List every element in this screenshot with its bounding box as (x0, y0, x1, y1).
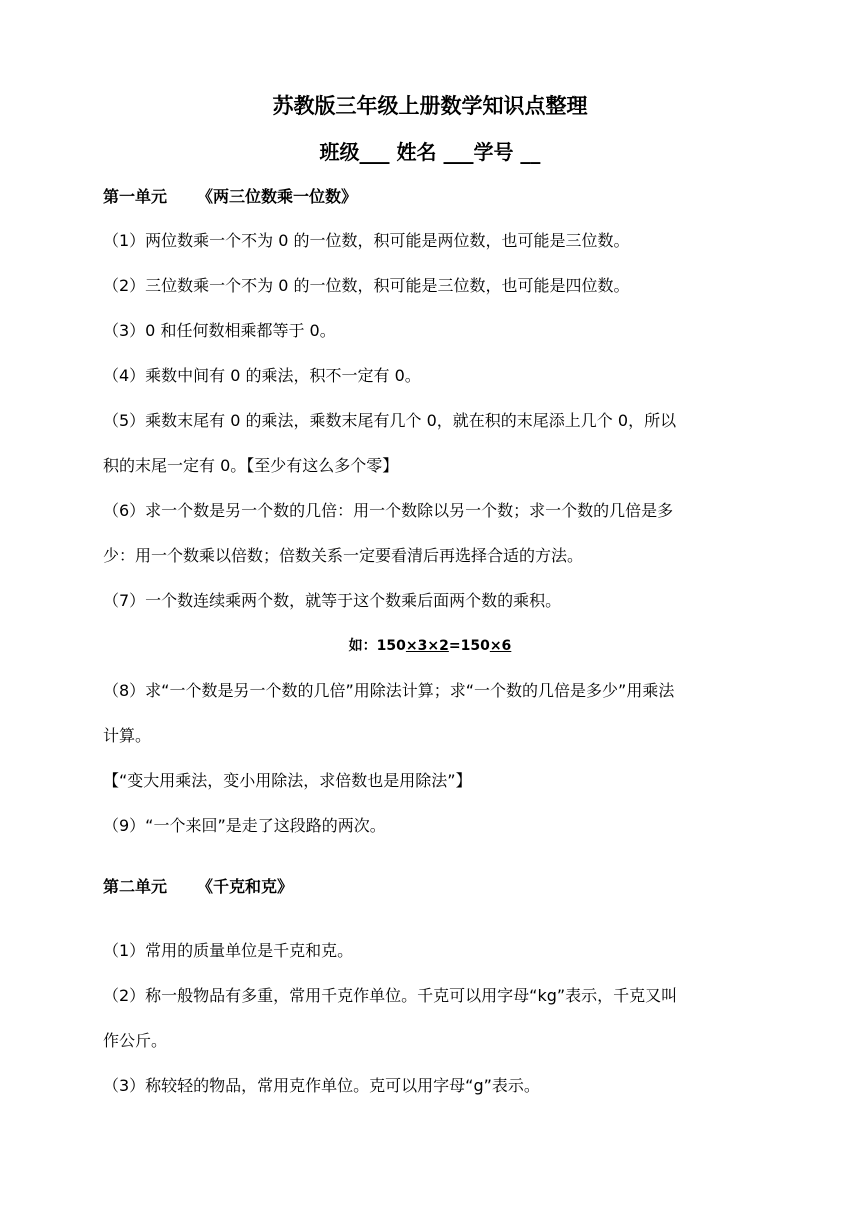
unit1-heading (103, 183, 357, 211)
student-info-line: 班级___ 姓名 ___学号 __ (319, 140, 541, 164)
unit2-label: 第二单元 (103, 877, 168, 896)
unit1-mnemonic: 【“变大用乘法，变小用除法，求倍数也是用除法”】 (103, 771, 472, 790)
unit2-point-3: （3）称较轻的物品，常用克作单位。克可以用字母“g”表示。 (103, 1076, 540, 1095)
unit1-point-8-line-1: （8）求“一个数是另一个数的几倍”用除法计算；求“一个数的几倍是多少”用乘法 (103, 681, 675, 700)
unit2-point-2-line-2: 作公斤。 (103, 1031, 168, 1050)
unit1-example (0, 632, 860, 660)
unit2-point-2-line-1: （2）称一般物品有多重，常用千克作单位。千克可以用字母“kg”表示，千克又叫 (103, 986, 678, 1005)
unit1-point-8-line-2: 计算。 (103, 726, 152, 745)
unit1-point-6-line-1: （6）求一个数是另一个数的几倍：用一个数除以另一个数；求一个数的几倍是多 (103, 501, 674, 520)
unit1-name: 《两三位数乘一位数》 (197, 187, 358, 206)
unit1-label: 第一单元 (103, 187, 168, 206)
unit1-point-4: （4）乘数中间有 0 的乘法，积不一定有 0。 (103, 366, 421, 385)
unit1-point-1: （1）两位数乘一个不为 0 的一位数，积可能是两位数，也可能是三位数。 (103, 231, 630, 250)
example-prefix: 如：150 (348, 638, 406, 654)
example-middle: =150 (448, 638, 490, 654)
unit1-point-6-line-2: 少：用一个数乘以倍数；倍数关系一定要看清后再选择合适的方法。 (103, 546, 584, 565)
document-title: 苏教版三年级上册数学知识点整理 (272, 94, 588, 118)
unit1-point-7: （7）一个数连续乘两个数，就等于这个数乘后面两个数的乘积。 (103, 591, 562, 610)
unit1-point-2: （2）三位数乘一个不为 0 的一位数，积可能是三位数，也可能是四位数。 (103, 276, 630, 295)
unit1-point-3: （3）0 和任何数相乘都等于 0。 (103, 321, 336, 340)
unit1-point-5-line-2: 积的末尾一定有 0。【至少有这么多个零】 (103, 456, 399, 475)
unit1-point-9: （9）“一个来回”是走了这段路的两次。 (103, 816, 386, 835)
unit2-point-1: （1）常用的质量单位是千克和克。 (103, 941, 354, 960)
example-underlined-factors: ×3×2 (405, 638, 449, 654)
unit1-point-5-line-1: （5）乘数末尾有 0 的乘法，乘数末尾有几个 0，就在积的末尾添上几个 0，所以 (103, 411, 677, 430)
unit2-heading (103, 873, 293, 901)
example-underlined-product: ×6 (489, 638, 512, 654)
unit2-name: 《千克和克》 (197, 877, 294, 896)
